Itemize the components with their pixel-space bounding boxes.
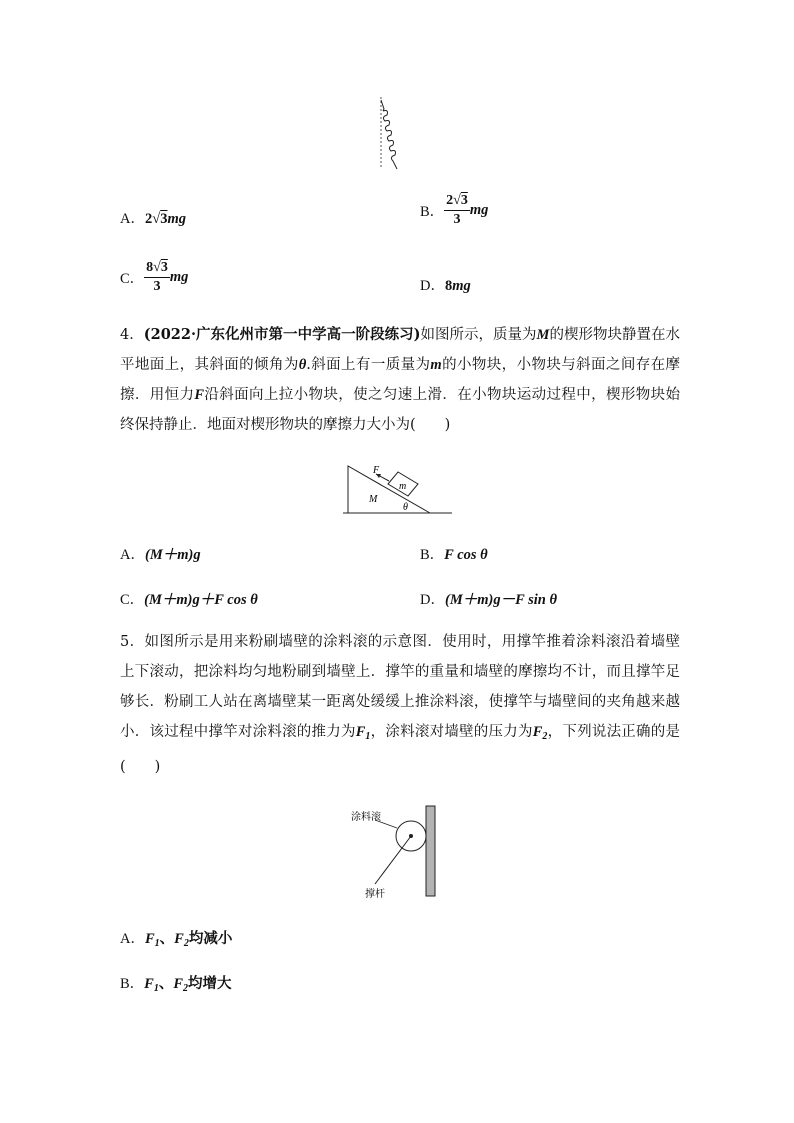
fraction: $\frac{8√3}{3}$: [146, 260, 168, 294]
q3-option-c[interactable]: C． $\frac{8√3}{3}$ mg: [120, 260, 189, 294]
q5-option-a[interactable]: A．$F_1$、$F_2$均减小: [120, 930, 233, 949]
pole-label: 撑杆: [365, 889, 385, 900]
q3-option-b[interactable]: B． $\frac{2√3}{3}$ mg: [420, 193, 489, 227]
block-label: m: [399, 481, 407, 492]
q4-option-a[interactable]: A．(M＋m)g: [120, 547, 201, 563]
q3-option-a[interactable]: A．2√3mg: [120, 211, 186, 227]
q4-option-d[interactable]: D．(M＋m)g－F sin θ: [420, 592, 557, 608]
fraction: $\frac{2√3}{3}$: [446, 193, 468, 227]
q5-stem: 5．如图所示是用来粉刷墙壁的涂料滚的示意图．使用时，用撑竿推着涂料滚沿着墙壁上下滚动，把涂料均匀地粉刷到墙壁上．撑竿的重量和墙壁的摩擦均不计，而且撑竿足够长．粉刷工人站在离墙壁某一距离处缓缓上推涂料滚，使撑竿与墙壁间的夹角越来越小．该过程中撑竿对涂料滚的推力为$F_1$，涂料滚对墙壁的压力为$F_2$，下列说法正确的是( ): [120, 634, 681, 775]
wedge-label: M: [369, 494, 378, 505]
wedge-figure: [340, 462, 455, 517]
spring-figure: [370, 95, 420, 170]
q4-option-c[interactable]: C．(M＋m)g＋F cos θ: [120, 592, 258, 608]
q3-option-d[interactable]: D．8mg: [420, 278, 471, 294]
q4-option-b[interactable]: B．F cos θ: [420, 547, 488, 563]
q4-number: 4．: [120, 327, 144, 343]
q5-option-b[interactable]: B．$F_1$、$F_2$均增大: [120, 975, 232, 994]
q4-stem: 4．(2022·广东化州市第一中学高一阶段练习)如图所示，质量为M的楔形物块静置在水平地面上，其斜面的倾角为θ.斜面上有一质量为m的小物块，小物块与斜面之间存在摩擦．用恒力F沿斜面向上拉小物块，使之匀速上滑．在小物块运动过程中，楔形物块始终保持静止．地面对楔形物块的摩擦力大小为( ): [120, 326, 681, 433]
roller-figure: [345, 802, 445, 902]
roller-label: 涂料滚: [351, 812, 381, 823]
angle-label: θ: [403, 502, 408, 513]
q4-source: (2022·广东化州市第一中学高一阶段练习): [143, 326, 421, 343]
force-label: F: [373, 465, 380, 476]
q5-number: 5．: [120, 634, 145, 650]
